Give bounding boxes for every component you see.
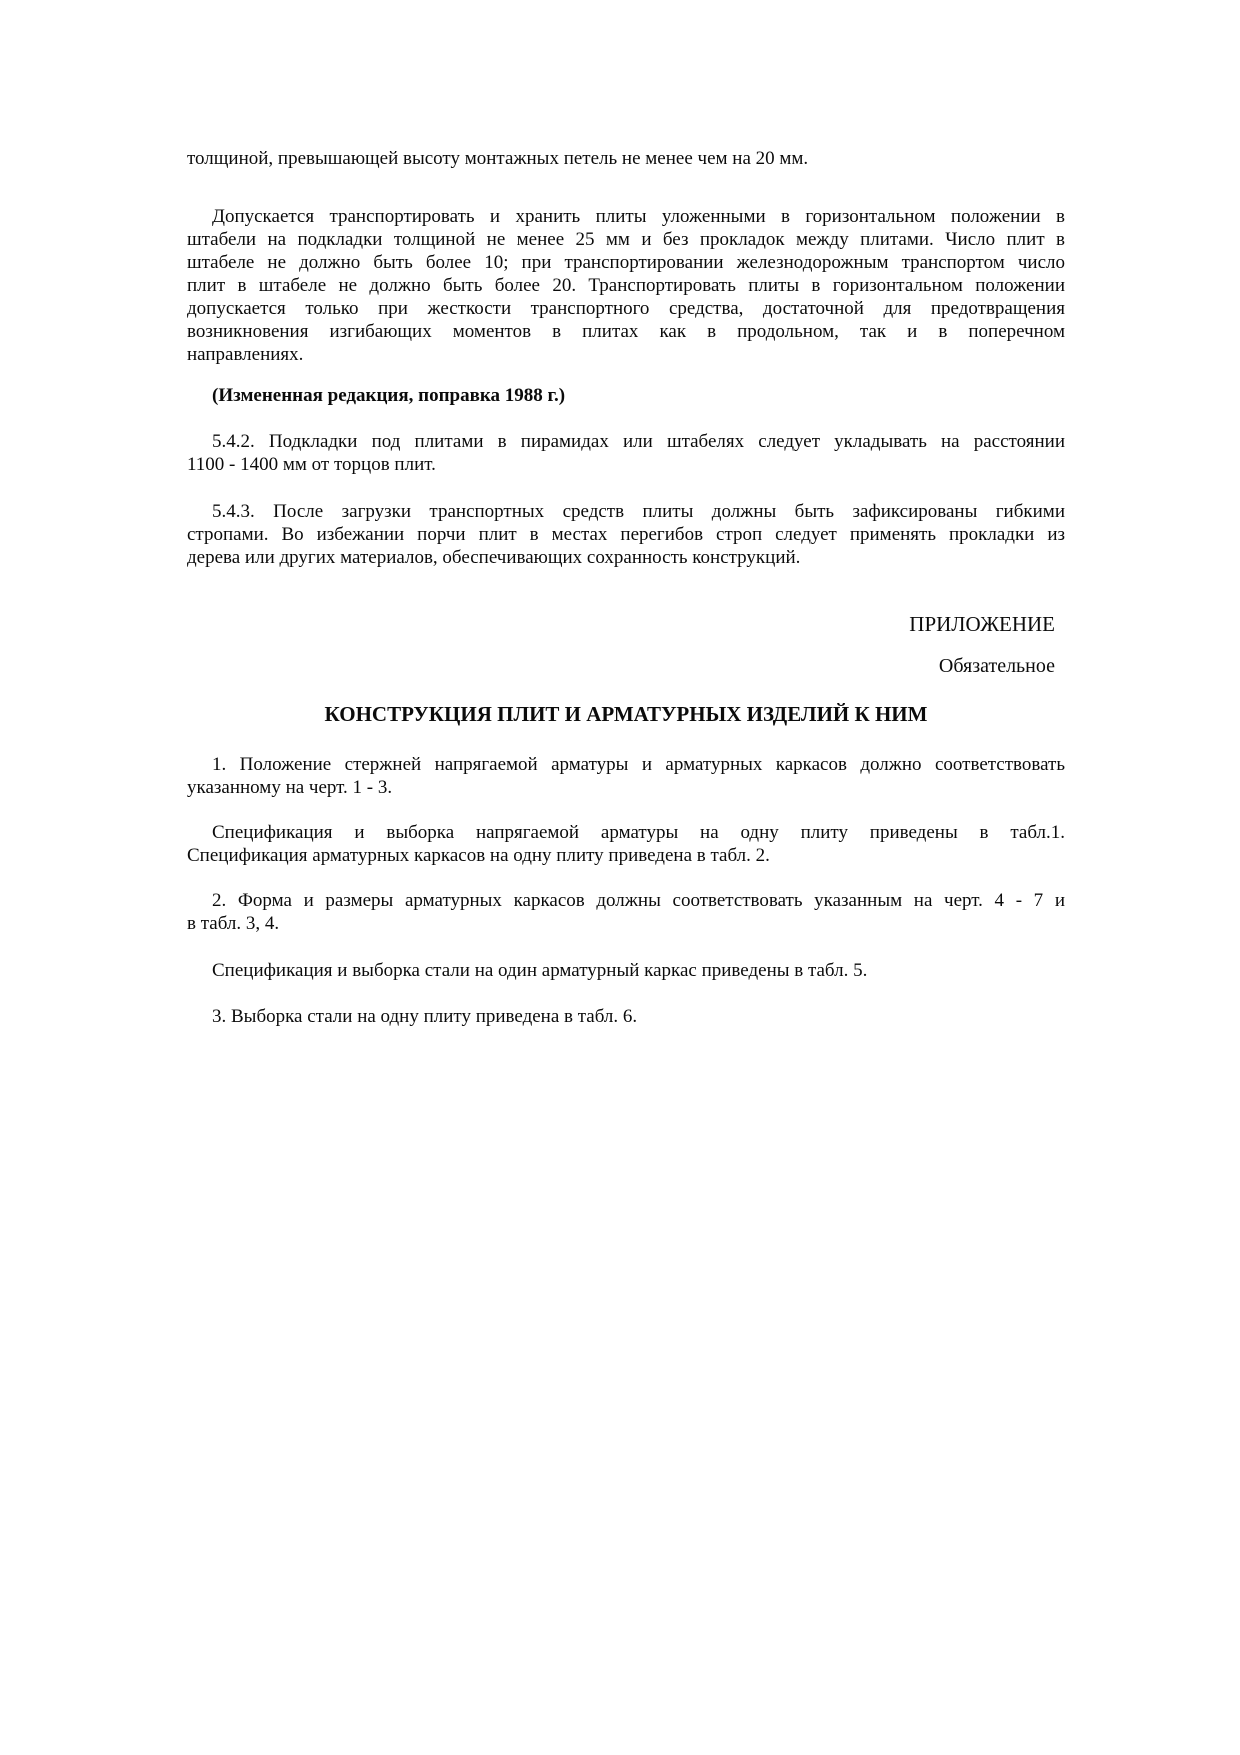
text-line: 1. Положение стержней напрягаемой арматуры и арматурных каркасов должно соответствовать [212,754,1065,775]
text-line: 1100 - 1400 мм от торцов плит. [187,454,436,475]
text-line: штабеле не должно быть более 10; при транспортировании железнодорожным транспортом число [187,252,1065,273]
paragraph-item-2 [187,889,1065,935]
paragraph-spec-frame-steel [187,959,1065,982]
annex-kind-label: Обязательное [938,655,1055,677]
paragraph-amendment-note [187,384,1065,407]
text-line: дерева или других материалов, обеспечивающих сохранность конструкций. [187,547,801,568]
paragraph-5-4-2 [187,430,1065,476]
paragraph-continuation [187,147,1065,170]
text-line: 3. Выборка стали на одну плиту приведена в табл. 6. [212,1006,638,1027]
paragraph-item-1 [187,753,1065,799]
text-line: указанному на черт. 1 - 3. [187,777,393,798]
paragraph-5-4-3 [187,500,1065,569]
text-line: толщиной, превышающей высоту монтажных петель не менее чем на 20 мм. [187,148,809,169]
text-line: штабели на подкладки толщиной не менее 25 мм и без прокладок между плитами. Число плит в [187,229,1065,250]
text-line: (Измененная редакция, поправка 1988 г.) [212,385,566,406]
text-line: Спецификация и выборка стали на один арматурный каркас приведены в табл. 5. [212,960,868,981]
text-line: направлениях. [187,344,304,365]
text-line: 2. Форма и размеры арматурных каркасов должны соответствовать указанным на черт. 4 - 7 и [212,890,1065,911]
text-line: Спецификация и выборка напрягаемой арматуры на одну плиту приведены в табл.1. [212,822,1065,843]
paragraph-spec-reinforcement [187,821,1065,867]
document-body [187,147,1065,1028]
annex-label: ПРИЛОЖЕНИЕ [909,612,1055,636]
text-line: допускается только при жесткости транспортного средства, достаточной для предотвращения [187,298,1065,319]
paragraph-transport-storage [187,205,1065,366]
paragraph-item-3 [187,1005,1065,1028]
appendix-title: КОНСТРУКЦИЯ ПЛИТ И АРМАТУРНЫХ ИЗДЕЛИЙ К НИМ [324,702,928,726]
text-line: стропами. Во избежании порчи плит в местах перегибов строп следует применять прокладки из [187,524,1065,545]
text-line: возникновения изгибающих моментов в плитах как в продольном, так и в поперечном [187,321,1065,342]
text-line: 5.4.3. После загрузки транспортных средств плиты должны быть зафиксированы гибкими [212,501,1065,522]
text-line: плит в штабеле не должно быть более 20. Транспортировать плиты в горизонтальном положении [187,275,1065,296]
text-line: 5.4.2. Подкладки под плитами в пирамидах или штабелях следует укладывать на расстоянии [212,431,1065,452]
text-line: в табл. 3, 4. [187,913,280,934]
text-line: Спецификация арматурных каркасов на одну плиту приведена в табл. 2. [187,845,770,866]
text-line: Допускается транспортировать и хранить плиты уложенными в горизонтальном положении в [212,206,1065,227]
